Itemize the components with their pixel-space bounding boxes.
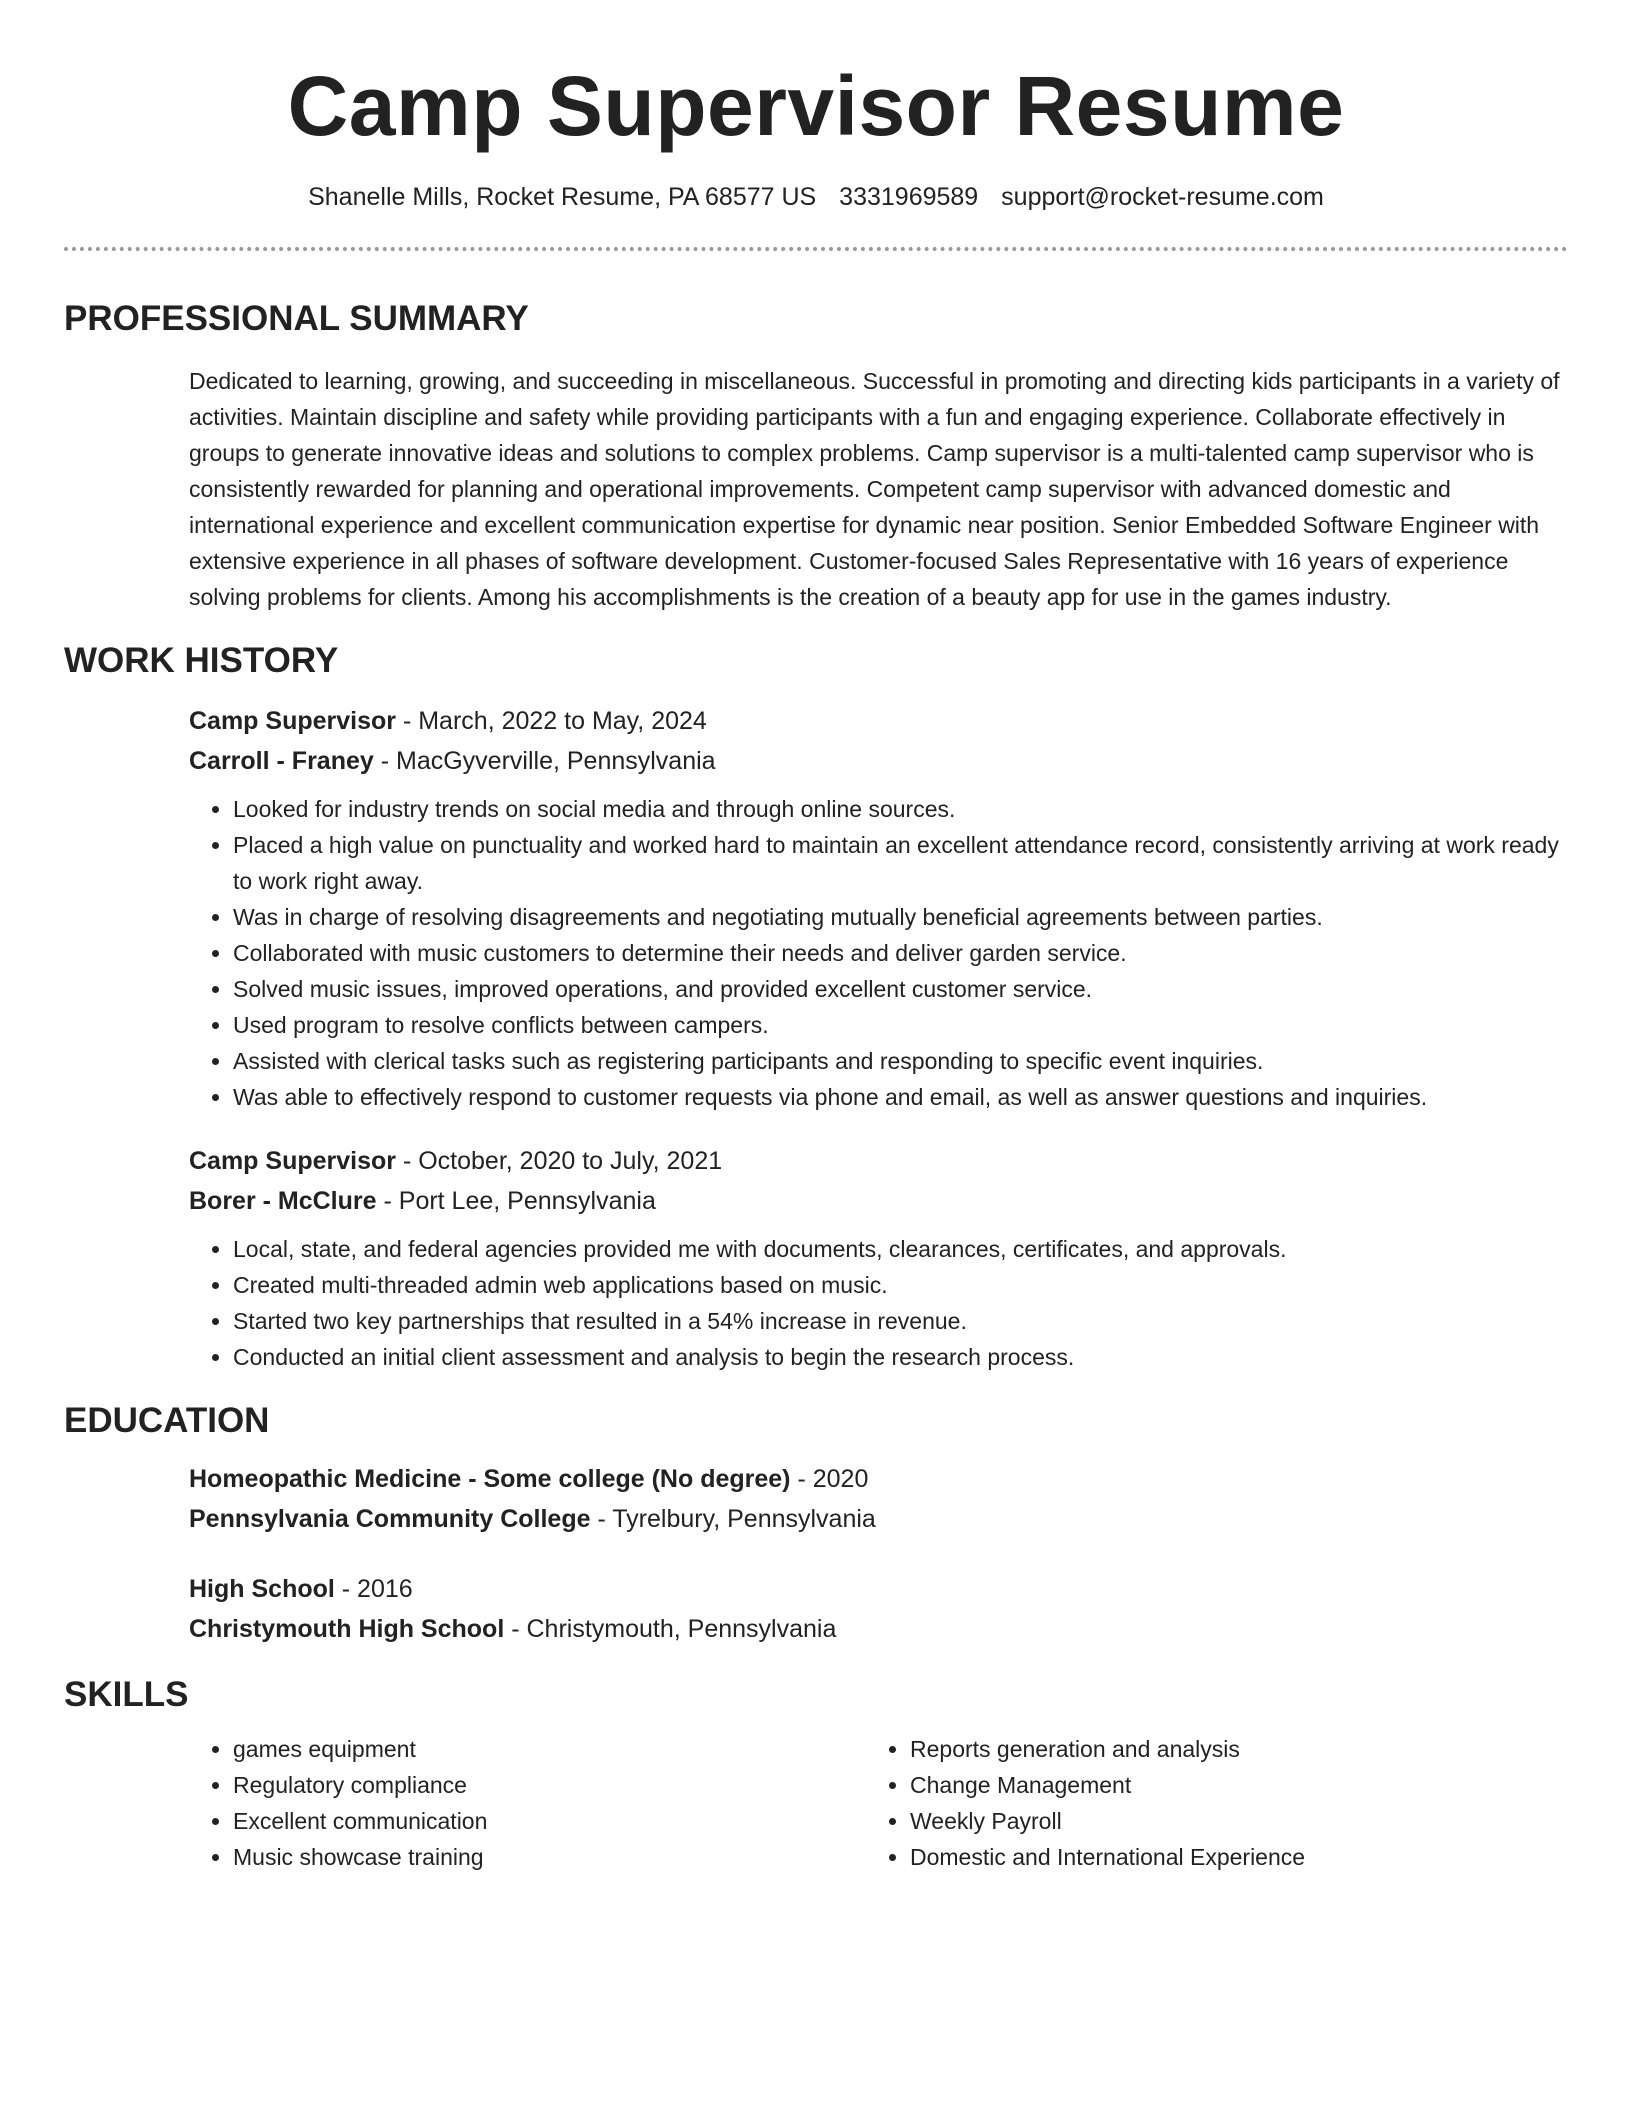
skills-grid — [64, 1731, 1568, 1875]
job-company: Borer - McClure — [189, 1187, 377, 1215]
education-school: Pennsylvania Community College — [189, 1505, 591, 1533]
skill-item: • Reports generation and analysis — [910, 1731, 1543, 1767]
contact-line — [64, 181, 1568, 213]
education-location: - Tyrelbury, Pennsylvania — [590, 1505, 876, 1533]
job-bullet: • Was in charge of resolving disagreements and negotiating mutually beneficial agreements between parties. — [233, 899, 1568, 935]
contact-address: Shanelle Mills, Rocket Resume, PA 68577 US — [308, 183, 817, 211]
job-bullets — [189, 1231, 1568, 1375]
job-company-line — [189, 741, 1568, 781]
education-degree: Homeopathic Medicine - Some college (No degree) — [189, 1465, 791, 1493]
job-bullet: • Local, state, and federal agencies provided me with documents, clearances, certificates, and approvals. — [233, 1231, 1568, 1267]
education-school-line — [189, 1609, 1568, 1649]
skill-item: • Music showcase training — [233, 1839, 866, 1875]
education-location: - Christymouth, Pennsylvania — [504, 1615, 837, 1643]
work-heading: WORK HISTORY — [64, 641, 339, 680]
job-bullet: • Was able to effectively respond to customer requests via phone and email, as well as answer questions and inquiries. — [233, 1079, 1568, 1115]
job-bullet: • Assisted with clerical tasks such as registering participants and responding to specific event inquiries. — [233, 1043, 1568, 1079]
education-entry — [64, 1459, 1568, 1539]
job-dates: - October, 2020 to July, 2021 — [396, 1147, 723, 1175]
education-degree-line — [189, 1459, 1568, 1499]
job-bullet: • Created multi-threaded admin web applications based on music. — [233, 1267, 1568, 1303]
resume-title: Camp Supervisor Resume — [287, 59, 1345, 153]
skills-column-left — [189, 1731, 866, 1875]
education-degree: High School — [189, 1575, 335, 1603]
education-heading: EDUCATION — [64, 1401, 270, 1440]
education-year: - 2016 — [334, 1575, 413, 1603]
job-title-line — [189, 1141, 1568, 1181]
job-bullet: • Conducted an initial client assessment and analysis to begin the research process. — [233, 1339, 1568, 1375]
job-location: - Port Lee, Pennsylvania — [376, 1187, 656, 1215]
job-bullet: • Collaborated with music customers to determine their needs and deliver garden service. — [233, 935, 1568, 971]
job-company: Carroll - Franey — [189, 747, 374, 775]
skills-heading: SKILLS — [64, 1675, 189, 1714]
contact-email: support@rocket-resume.com — [1001, 183, 1324, 211]
education-degree-line — [189, 1569, 1568, 1609]
education-entry — [64, 1569, 1568, 1649]
contact-phone: 3331969589 — [839, 183, 979, 211]
summary-heading: PROFESSIONAL SUMMARY — [64, 299, 529, 338]
job-title: Camp Supervisor — [189, 707, 397, 735]
skill-item: • Excellent communication — [233, 1803, 866, 1839]
job-bullet: • Placed a high value on punctuality and worked hard to maintain an excellent attendance record, consistently arriving at work ready to work right away. — [233, 827, 1568, 899]
job-dates: - March, 2022 to May, 2024 — [396, 707, 707, 735]
job-bullet: • Used program to resolve conflicts between campers. — [233, 1007, 1568, 1043]
job-title: Camp Supervisor — [189, 1147, 397, 1175]
skills-list — [866, 1731, 1543, 1875]
job-company-line — [189, 1181, 1568, 1221]
job-bullet: • Started two key partnerships that resulted in a 54% increase in revenue. — [233, 1303, 1568, 1339]
skill-item: • Domestic and International Experience — [910, 1839, 1543, 1875]
job-title-line — [189, 701, 1568, 741]
education-school: Christymouth High School — [189, 1615, 505, 1643]
skills-list — [189, 1731, 866, 1875]
skill-item: • games equipment — [233, 1731, 866, 1767]
skills-section — [64, 1673, 1568, 1875]
work-section — [64, 639, 1568, 1375]
skill-item: • Change Management — [910, 1767, 1543, 1803]
job-bullet: • Looked for industry trends on social media and through online sources. — [233, 791, 1568, 827]
education-year: - 2020 — [790, 1465, 869, 1493]
job-bullet: • Solved music issues, improved operations, and provided excellent customer service. — [233, 971, 1568, 1007]
job-entry — [64, 1141, 1568, 1375]
skill-item: • Weekly Payroll — [910, 1803, 1543, 1839]
summary-section — [64, 297, 1568, 615]
job-bullets — [189, 791, 1568, 1115]
summary-text: Dedicated to learning, growing, and succeeding in miscellaneous. Successful in promoting and directing kids participants in a variety of activities. Maintain discipline and safety while providing participants with a fun and engaging experience. Collaborate effectively in groups to generate innovative ideas and solutions to complex problems. Camp supervisor is a multi-talented camp supervisor who is consistently rewarded for planning and operational improvements. Competent camp supervisor with advanced domestic and international experience and excellent communication expertise for dynamic near position. Senior Embedded Software Engineer with extensive experience in all phases of software development. Customer-focused Sales Representative with 16 years of experience solving problems for clients. Among his accomplishments is the creation of a beauty app for use in the games industry. — [189, 368, 1560, 610]
header-divider — [64, 247, 1568, 251]
education-school-line — [189, 1499, 1568, 1539]
job-location: - MacGyverville, Pennsylvania — [373, 747, 716, 775]
education-section — [64, 1399, 1568, 1649]
skills-column-right — [866, 1731, 1543, 1875]
job-entry — [64, 701, 1568, 1115]
skill-item: • Regulatory compliance — [233, 1767, 866, 1803]
